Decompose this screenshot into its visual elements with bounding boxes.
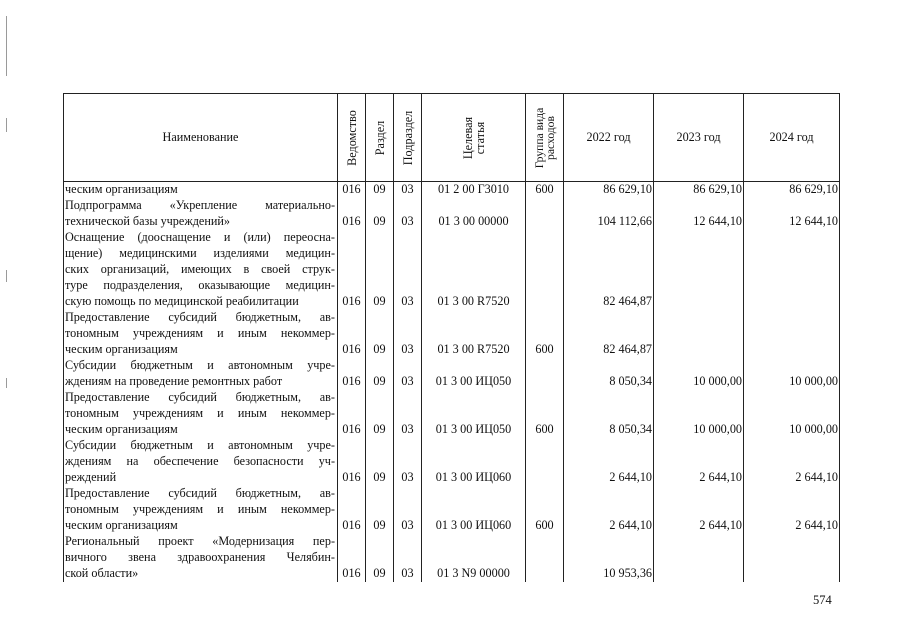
cell-y2023: [654, 566, 744, 582]
table-row: [64, 246, 840, 262]
cell-group: [526, 246, 564, 262]
cell-y2024: 10 000,00: [744, 422, 840, 438]
table-row: [64, 486, 840, 502]
cell-y2022: [564, 406, 654, 422]
cell-section: 09: [366, 214, 394, 230]
cell-section: [366, 326, 394, 342]
cell-section: [366, 406, 394, 422]
cell-subsection: [394, 454, 422, 470]
cell-dept: [338, 438, 366, 454]
cell-dept: 016: [338, 422, 366, 438]
cell-section: 09: [366, 342, 394, 358]
cell-y2024: 10 000,00: [744, 374, 840, 390]
cell-y2023: 12 644,10: [654, 214, 744, 230]
cell-y2024: [744, 294, 840, 310]
cell-group: [526, 198, 564, 214]
cell-y2024: [744, 342, 840, 358]
cell-y2022: [564, 534, 654, 550]
cell-y2023: [654, 454, 744, 470]
cell-y2023: [654, 342, 744, 358]
cell-section: [366, 550, 394, 566]
cell-section: [366, 358, 394, 374]
cell-y2022: [564, 486, 654, 502]
cell-y2023: [654, 310, 744, 326]
table-row: [64, 326, 840, 342]
scan-margin-line: [6, 270, 7, 282]
cell-target: 01 3 00 ИЦ050: [422, 422, 526, 438]
cell-y2023: 86 629,10: [654, 182, 744, 199]
cell-group: [526, 230, 564, 246]
header-name: Наименование: [64, 94, 338, 182]
cell-group: [526, 326, 564, 342]
cell-y2023: [654, 502, 744, 518]
row-name-line: тономным учреждениям и иным некоммер-: [64, 502, 338, 518]
cell-group: 600: [526, 342, 564, 358]
page-number: 574: [813, 593, 832, 607]
cell-group: [526, 406, 564, 422]
cell-section: 09: [366, 518, 394, 534]
cell-section: 09: [366, 374, 394, 390]
cell-section: [366, 230, 394, 246]
cell-dept: [338, 262, 366, 278]
cell-subsection: [394, 534, 422, 550]
header-target: Целевая статья: [422, 94, 526, 182]
cell-y2023: [654, 198, 744, 214]
cell-group: 600: [526, 422, 564, 438]
cell-subsection: [394, 198, 422, 214]
cell-dept: 016: [338, 182, 366, 199]
cell-y2022: [564, 358, 654, 374]
cell-target: 01 2 00 Г3010: [422, 182, 526, 199]
table-row: [64, 454, 840, 470]
row-name-line: ской области»: [64, 566, 338, 582]
cell-group: [526, 294, 564, 310]
cell-section: [366, 390, 394, 406]
cell-subsection: 03: [394, 182, 422, 199]
cell-section: [366, 198, 394, 214]
cell-subsection: 03: [394, 470, 422, 486]
cell-y2022: 2 644,10: [564, 518, 654, 534]
cell-y2023: 10 000,00: [654, 374, 744, 390]
cell-y2023: [654, 278, 744, 294]
cell-y2024: [744, 438, 840, 454]
cell-subsection: [394, 438, 422, 454]
table-row: [64, 502, 840, 518]
row-name-line: туре подразделения, оказывающие медицин-: [64, 278, 338, 294]
cell-y2022: 10 953,36: [564, 566, 654, 582]
cell-y2023: 10 000,00: [654, 422, 744, 438]
row-name-line: Предоставление субсидий бюджетным, ав-: [64, 390, 338, 406]
header-group: Группа вида расходов: [526, 94, 564, 182]
cell-target: [422, 326, 526, 342]
table-row: [64, 358, 840, 374]
table-row: [64, 550, 840, 566]
table-header-row: [64, 94, 840, 182]
cell-subsection: [394, 310, 422, 326]
cell-y2022: 82 464,87: [564, 342, 654, 358]
row-name-line: скую помощь по медицинской реабилитации: [64, 294, 338, 310]
scan-margin-line: [6, 118, 7, 132]
cell-y2022: 8 050,34: [564, 374, 654, 390]
cell-y2024: [744, 406, 840, 422]
scan-margin-line: [6, 16, 7, 76]
table-row: [64, 278, 840, 294]
cell-y2022: [564, 198, 654, 214]
cell-section: [366, 310, 394, 326]
table-row: [64, 422, 840, 438]
cell-group: [526, 438, 564, 454]
row-name-line: ских организаций, имеющих в своей струк-: [64, 262, 338, 278]
header-2022: 2022 год: [564, 94, 654, 182]
header-subsection: Подраздел: [394, 94, 422, 182]
table-row: [64, 470, 840, 486]
cell-target: [422, 278, 526, 294]
cell-target: [422, 486, 526, 502]
cell-y2024: [744, 198, 840, 214]
table-row: [64, 310, 840, 326]
cell-group: 600: [526, 182, 564, 199]
cell-y2022: 82 464,87: [564, 294, 654, 310]
cell-subsection: [394, 486, 422, 502]
cell-y2024: 2 644,10: [744, 470, 840, 486]
row-name-line: ждениям на проведение ремонтных работ: [64, 374, 338, 390]
cell-dept: [338, 198, 366, 214]
table-row: [64, 438, 840, 454]
cell-section: [366, 502, 394, 518]
cell-target: [422, 262, 526, 278]
table-row: [64, 342, 840, 358]
cell-target: [422, 406, 526, 422]
cell-y2022: 104 112,66: [564, 214, 654, 230]
header-section: Раздел: [366, 94, 394, 182]
cell-group: [526, 390, 564, 406]
cell-y2023: [654, 534, 744, 550]
cell-group: [526, 310, 564, 326]
cell-section: [366, 278, 394, 294]
cell-y2023: [654, 438, 744, 454]
cell-target: [422, 534, 526, 550]
row-name-line: ждениям на обеспечение безопасности уч-: [64, 454, 338, 470]
cell-subsection: [394, 406, 422, 422]
header-2024: 2024 год: [744, 94, 840, 182]
cell-y2023: [654, 550, 744, 566]
row-name-line: тономным учреждениям и иным некоммер-: [64, 406, 338, 422]
cell-y2024: [744, 246, 840, 262]
cell-target: 01 3 00 ИЦ060: [422, 470, 526, 486]
cell-target: 01 3 00 00000: [422, 214, 526, 230]
cell-dept: 016: [338, 566, 366, 582]
row-name-line: Субсидии бюджетным и автономным учре-: [64, 438, 338, 454]
table-row: [64, 390, 840, 406]
cell-y2024: 12 644,10: [744, 214, 840, 230]
cell-group: 600: [526, 518, 564, 534]
cell-section: [366, 246, 394, 262]
cell-group: [526, 262, 564, 278]
row-name-line: щение) медицинскими изделиями медицин-: [64, 246, 338, 262]
cell-y2022: [564, 390, 654, 406]
cell-y2022: 2 644,10: [564, 470, 654, 486]
cell-target: [422, 502, 526, 518]
cell-target: [422, 230, 526, 246]
cell-subsection: [394, 358, 422, 374]
table-row: [64, 198, 840, 214]
cell-group: [526, 502, 564, 518]
cell-dept: [338, 502, 366, 518]
cell-target: [422, 550, 526, 566]
cell-subsection: [394, 390, 422, 406]
cell-target: [422, 310, 526, 326]
cell-section: 09: [366, 182, 394, 199]
cell-dept: 016: [338, 374, 366, 390]
cell-y2024: [744, 262, 840, 278]
cell-y2024: [744, 278, 840, 294]
table-row: [64, 374, 840, 390]
cell-subsection: 03: [394, 342, 422, 358]
table-row: [64, 182, 840, 199]
cell-subsection: [394, 246, 422, 262]
cell-y2024: [744, 534, 840, 550]
cell-subsection: 03: [394, 294, 422, 310]
cell-subsection: [394, 262, 422, 278]
cell-target: [422, 454, 526, 470]
cell-target: 01 3 N9 00000: [422, 566, 526, 582]
cell-y2022: [564, 278, 654, 294]
cell-y2023: [654, 262, 744, 278]
cell-dept: [338, 326, 366, 342]
row-name-line: Оснащение (дооснащение и (или) переосна-: [64, 230, 338, 246]
row-name-line: вичного звена здравоохранения Челябин-: [64, 550, 338, 566]
cell-y2023: 2 644,10: [654, 518, 744, 534]
cell-target: 01 3 00 R7520: [422, 342, 526, 358]
cell-subsection: 03: [394, 214, 422, 230]
row-name-line: Предоставление субсидий бюджетным, ав-: [64, 310, 338, 326]
table-row: [64, 214, 840, 230]
row-name-line: Предоставление субсидий бюджетным, ав-: [64, 486, 338, 502]
table-row: [64, 534, 840, 550]
cell-section: [366, 438, 394, 454]
cell-dept: 016: [338, 294, 366, 310]
cell-y2022: [564, 438, 654, 454]
cell-dept: [338, 246, 366, 262]
row-name-line: ческим организациям: [64, 422, 338, 438]
cell-y2023: 2 644,10: [654, 470, 744, 486]
cell-y2022: [564, 246, 654, 262]
cell-subsection: 03: [394, 566, 422, 582]
cell-y2022: [564, 550, 654, 566]
cell-y2022: [564, 326, 654, 342]
cell-dept: 016: [338, 342, 366, 358]
table-row: [64, 230, 840, 246]
row-name-line: ческим организациям: [64, 518, 338, 534]
cell-subsection: [394, 550, 422, 566]
table-row: [64, 262, 840, 278]
cell-y2024: 86 629,10: [744, 182, 840, 199]
cell-group: [526, 550, 564, 566]
cell-group: [526, 486, 564, 502]
cell-group: [526, 214, 564, 230]
cell-dept: [338, 486, 366, 502]
cell-target: [422, 438, 526, 454]
cell-y2024: [744, 326, 840, 342]
cell-section: [366, 454, 394, 470]
cell-dept: [338, 310, 366, 326]
cell-y2022: 8 050,34: [564, 422, 654, 438]
scan-margin-line: [6, 378, 7, 388]
cell-subsection: [394, 502, 422, 518]
cell-dept: [338, 358, 366, 374]
table-row: [64, 294, 840, 310]
cell-y2024: [744, 230, 840, 246]
row-name-line: технической базы учреждений»: [64, 214, 338, 230]
cell-section: 09: [366, 422, 394, 438]
cell-y2024: [744, 358, 840, 374]
cell-target: 01 3 00 R7520: [422, 294, 526, 310]
cell-y2023: [654, 326, 744, 342]
cell-y2023: [654, 486, 744, 502]
cell-subsection: 03: [394, 422, 422, 438]
cell-section: [366, 486, 394, 502]
cell-section: 09: [366, 294, 394, 310]
cell-target: [422, 390, 526, 406]
cell-y2023: [654, 358, 744, 374]
cell-y2022: [564, 230, 654, 246]
cell-y2023: [654, 294, 744, 310]
cell-target: [422, 198, 526, 214]
cell-subsection: [394, 278, 422, 294]
cell-target: 01 3 00 ИЦ050: [422, 374, 526, 390]
cell-group: [526, 470, 564, 486]
cell-y2024: 2 644,10: [744, 518, 840, 534]
cell-y2024: [744, 310, 840, 326]
cell-dept: 016: [338, 214, 366, 230]
cell-y2023: [654, 246, 744, 262]
cell-target: 01 3 00 ИЦ060: [422, 518, 526, 534]
cell-dept: 016: [338, 518, 366, 534]
cell-section: 09: [366, 566, 394, 582]
cell-group: [526, 358, 564, 374]
cell-y2024: [744, 502, 840, 518]
cell-dept: [338, 534, 366, 550]
row-name-line: Региональный проект «Модернизация пер-: [64, 534, 338, 550]
header-2023: 2023 год: [654, 94, 744, 182]
header-dept: Ведомство: [338, 94, 366, 182]
cell-dept: [338, 278, 366, 294]
budget-table-page: [63, 93, 839, 582]
cell-dept: 016: [338, 470, 366, 486]
cell-group: [526, 374, 564, 390]
table-row: [64, 518, 840, 534]
cell-group: [526, 278, 564, 294]
cell-y2024: [744, 454, 840, 470]
cell-y2024: [744, 566, 840, 582]
cell-group: [526, 566, 564, 582]
row-name-line: реждений: [64, 470, 338, 486]
cell-section: [366, 262, 394, 278]
cell-y2024: [744, 390, 840, 406]
row-name-line: ческим организациям: [64, 342, 338, 358]
cell-y2022: 86 629,10: [564, 182, 654, 199]
cell-dept: [338, 550, 366, 566]
row-name-line: тономным учреждениям и иным некоммер-: [64, 326, 338, 342]
budget-table: [63, 93, 840, 582]
cell-y2023: [654, 406, 744, 422]
cell-target: [422, 358, 526, 374]
cell-subsection: [394, 230, 422, 246]
row-name-line: Подпрограмма «Укрепление материально-: [64, 198, 338, 214]
cell-y2022: [564, 310, 654, 326]
cell-y2024: [744, 486, 840, 502]
table-body: [64, 182, 840, 583]
cell-dept: [338, 230, 366, 246]
cell-group: [526, 454, 564, 470]
row-name-line: Субсидии бюджетным и автономным учре-: [64, 358, 338, 374]
cell-target: [422, 246, 526, 262]
cell-section: [366, 534, 394, 550]
cell-group: [526, 534, 564, 550]
cell-dept: [338, 454, 366, 470]
cell-subsection: [394, 326, 422, 342]
cell-y2022: [564, 502, 654, 518]
cell-y2022: [564, 454, 654, 470]
cell-section: 09: [366, 470, 394, 486]
row-name-line: ческим организациям: [64, 182, 338, 199]
table-row: [64, 406, 840, 422]
table-row: [64, 566, 840, 582]
cell-y2023: [654, 230, 744, 246]
cell-dept: [338, 390, 366, 406]
cell-subsection: 03: [394, 518, 422, 534]
cell-y2022: [564, 262, 654, 278]
cell-y2024: [744, 550, 840, 566]
cell-y2023: [654, 390, 744, 406]
cell-subsection: 03: [394, 374, 422, 390]
cell-dept: [338, 406, 366, 422]
